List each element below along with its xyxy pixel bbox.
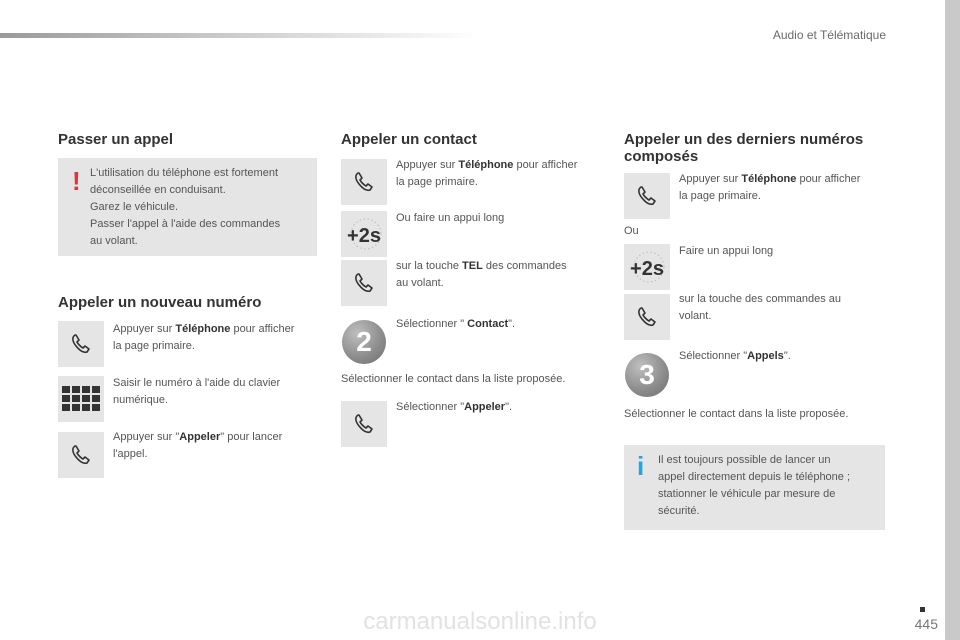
page-number: 445	[914, 616, 938, 632]
phone-handset-icon	[633, 303, 661, 331]
phone-icon-box	[341, 159, 387, 205]
col2-step3-text: sur la touche TEL des commandes au volant.	[396, 260, 567, 289]
timer-label: +2s	[630, 258, 664, 280]
page-edge-strip	[945, 0, 960, 640]
col3-plain-text: Sélectionner le contact dans la liste proposée.	[624, 408, 849, 420]
phone-icon-box	[624, 294, 670, 340]
phone-icon-box	[341, 260, 387, 306]
heading-derniers-numeros: Appeler un des derniers numéros composés	[624, 131, 864, 165]
timer-2s-icon	[341, 211, 387, 257]
phone-icon-box	[341, 401, 387, 447]
col1-step1-text: Appuyer sur Téléphone pour afficher la page primaire.	[113, 323, 295, 352]
section-title: Audio et Télématique	[772, 28, 886, 42]
heading-appeler-contact: Appeler un contact	[341, 131, 477, 148]
warning-box	[58, 158, 317, 256]
col2-step2-text: Ou faire un appui long	[396, 212, 505, 224]
timer-label: +2s	[347, 225, 381, 247]
phone-handset-icon	[67, 330, 95, 358]
ou-label: Ou	[624, 225, 639, 237]
phone-handset-icon	[67, 441, 95, 469]
timer-icon-box	[341, 211, 387, 257]
info-text: Il est toujours possible de lancer un appel directement depuis le téléphone ; stationner le véhicule par mesure de sécurité.	[658, 454, 851, 517]
col3-step3-text: sur la touche des commandes au volant.	[679, 293, 842, 322]
phone-handset-icon	[633, 182, 661, 210]
header-bar	[0, 33, 480, 38]
info-box	[624, 445, 885, 530]
col1-step2-text: Saisir le numéro à l'aide du clavier numérique.	[113, 377, 281, 406]
phone-icon-box	[58, 321, 104, 367]
warning-icon: !	[72, 166, 81, 196]
phone-handset-icon	[350, 168, 378, 196]
keypad-icon-box	[58, 376, 104, 422]
col3-step1-text: Appuyer sur Téléphone pour afficher la page primaire.	[679, 173, 861, 202]
step-number-3: 3	[625, 353, 669, 397]
phone-handset-icon	[350, 269, 378, 297]
watermark: carmanualsonline.info	[363, 608, 597, 635]
heading-passer-un-appel: Passer un appel	[58, 131, 174, 148]
keypad-icon	[61, 385, 101, 413]
col2-step4-text: Sélectionner " Contact".	[396, 318, 516, 330]
col3-step2-text: Faire un appui long	[679, 245, 774, 257]
col3-step4-text: Sélectionner "Appels".	[679, 350, 791, 362]
phone-icon-box	[624, 173, 670, 219]
col2-step5-text: Sélectionner "Appeler".	[396, 401, 513, 413]
step-number-2: 2	[342, 320, 386, 364]
col2-plain-text: Sélectionner le contact dans la liste proposée.	[341, 373, 566, 385]
heading-nouveau-numero: Appeler un nouveau numéro	[58, 294, 262, 311]
col1-step3-text: Appuyer sur "Appeler" pour lancer l'appel.	[113, 431, 283, 460]
phone-handset-icon	[350, 410, 378, 438]
warning-text: L'utilisation du téléphone est fortement déconseillée en conduisant. Garez le véhicule. Passer l'appel à l'aide des commandes au volant.	[90, 167, 281, 247]
timer-2s-icon	[624, 244, 670, 290]
info-icon: i	[637, 451, 645, 481]
phone-icon-box	[58, 432, 104, 478]
timer-icon-box	[624, 244, 670, 290]
col2-step1-text: Appuyer sur Téléphone pour afficher la page primaire.	[396, 159, 578, 188]
